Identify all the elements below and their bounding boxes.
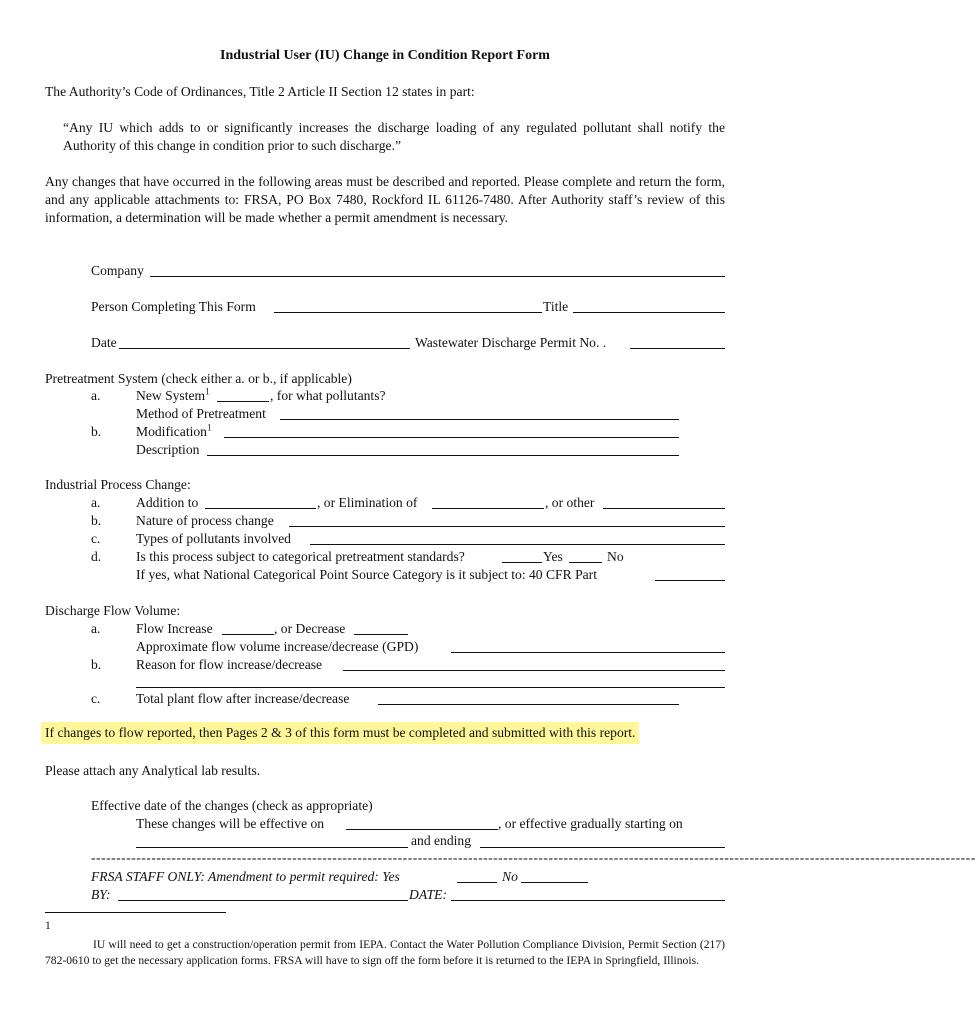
person-label: Person Completing This Form	[91, 299, 256, 314]
elimination-field[interactable]	[432, 508, 544, 509]
effective-on-field[interactable]	[346, 829, 498, 830]
method-field[interactable]	[280, 419, 679, 420]
pollutants-label: Types of pollutants involved	[136, 531, 291, 546]
staff-no-label: No	[502, 869, 518, 884]
process-d-letter: d.	[91, 549, 102, 564]
categorical-no-label: No	[607, 549, 624, 564]
total-flow-field[interactable]	[378, 704, 679, 705]
gradual-start-field[interactable]	[136, 847, 408, 848]
modification-field[interactable]	[224, 437, 679, 438]
footnote-text: IU will need to get a construction/operation permit from IEPA. Contact the Water Pollution Compliance Division, Permit Section (217) 782-0610 to get the necessary application forms. FRSA will have to sign off the form before it is returned to the IEPA in Springfield, Illinois.	[45, 938, 725, 967]
footnote-marker: 1	[45, 919, 51, 932]
effective-on-label: These changes will be effective on	[136, 816, 325, 831]
flow-increase-field[interactable]	[222, 634, 274, 635]
approx-flow-field[interactable]	[451, 652, 725, 653]
title-label: Title	[543, 299, 569, 314]
pretreatment-b-letter: b.	[91, 424, 102, 439]
flow-b-letter: b.	[91, 657, 102, 672]
flow-reason-field[interactable]	[343, 670, 725, 671]
process-a-letter: a.	[91, 495, 101, 510]
elimination-label: , or Elimination of	[317, 495, 418, 510]
flow-c-letter: c.	[91, 691, 101, 706]
person-field[interactable]	[274, 312, 542, 313]
staff-yes-field[interactable]	[457, 882, 497, 883]
modification-label: Modification$^1$	[136, 422, 212, 439]
process-heading: Industrial Process Change:	[45, 477, 191, 492]
addition-field[interactable]	[205, 508, 316, 509]
flow-heading: Discharge Flow Volume:	[45, 603, 181, 618]
attach-text: Please attach any Analytical lab results.	[45, 763, 261, 778]
and-ending-label: and ending	[411, 833, 472, 848]
flow-decrease-label: , or Decrease	[274, 621, 346, 636]
pollutants-field[interactable]	[310, 544, 725, 545]
company-field[interactable]	[150, 276, 725, 277]
permit-field[interactable]	[630, 348, 725, 349]
staff-no-field[interactable]	[521, 882, 588, 883]
flow-notice: If changes to flow reported, then Pages 2 & 3 of this form must be completed and submitted with this report.	[41, 722, 639, 744]
effective-heading: Effective date of the changes (check as appropriate)	[91, 798, 373, 813]
flow-reason-label: Reason for flow increase/decrease	[136, 657, 323, 672]
new-system-label: New System$^1$	[136, 386, 210, 403]
flow-increase-label: Flow Increase	[136, 621, 213, 636]
staff-amend-label: FRSA STAFF ONLY: Amendment to permit required: Yes	[91, 869, 400, 884]
nature-label: Nature of process change	[136, 513, 274, 528]
permit-label: Wastewater Discharge Permit No. .	[415, 335, 607, 350]
footnote-rule	[45, 912, 226, 913]
description-label: Description	[136, 442, 200, 457]
other-label: , or other	[545, 495, 595, 510]
categorical-yes-field[interactable]	[502, 562, 542, 563]
form-title: Industrial User (IU) Change in Condition Report Form	[220, 48, 550, 63]
staff-date-label: DATE:	[409, 887, 448, 902]
total-flow-label: Total plant flow after increase/decrease	[136, 691, 350, 706]
cfr-part-field[interactable]	[655, 580, 725, 581]
pretreatment-a-letter: a.	[91, 388, 101, 403]
method-label: Method of Pretreatment	[136, 406, 266, 421]
company-label: Company	[91, 263, 144, 278]
date-field[interactable]	[119, 348, 410, 349]
categorical-no-field[interactable]	[569, 562, 602, 563]
pretreatment-heading: Pretreatment System (check either a. or b., if applicable)	[45, 371, 352, 386]
staff-date-field[interactable]	[451, 900, 725, 901]
approx-flow-label: Approximate flow volume increase/decrease (GPD)	[136, 639, 419, 654]
title-field[interactable]	[573, 312, 725, 313]
gradual-end-field[interactable]	[480, 847, 725, 848]
flow-decrease-field[interactable]	[354, 634, 408, 635]
cfr-label: If yes, what National Categorical Point Source Category is it subject to: 40 CFR Part	[136, 567, 597, 582]
staff-by-field[interactable]	[118, 900, 408, 901]
other-field[interactable]	[603, 508, 725, 509]
description-field[interactable]	[207, 455, 679, 456]
addition-label: Addition to	[136, 495, 199, 510]
ordinance-quote: “Any IU which adds to or significantly increases the discharge loading of any regulated pollutant shall notify the Authority of this change in condition prior to such discharge.”	[63, 120, 725, 153]
flow-a-letter: a.	[91, 621, 101, 636]
process-c-letter: c.	[91, 531, 101, 546]
flow-reason-field-2[interactable]	[136, 687, 725, 688]
date-label: Date	[91, 335, 117, 350]
new-system-field[interactable]	[217, 401, 269, 402]
nature-field[interactable]	[289, 526, 725, 527]
new-system-suffix: , for what pollutants?	[270, 388, 386, 403]
staff-by-label: BY:	[91, 887, 111, 902]
staff-separator: --------------------------------------------------------------------------------------------------------------------------------------------------------------------------------	[91, 850, 976, 865]
categorical-label: Is this process subject to categorical pretreatment standards?	[136, 549, 465, 564]
process-b-letter: b.	[91, 513, 102, 528]
effective-gradually-label: , or effective gradually starting on	[498, 816, 683, 831]
instructions-text: Any changes that have occurred in the following areas must be described and reported. Please complete and return the form, and any applicable attachments to: FRSA, PO Box 7480, Rockford IL 61126-7480. After Authority staff’s review of this information, a determination will be made whether a permit amendment is necessary.	[45, 174, 725, 225]
intro-text: The Authority’s Code of Ordinances, Title 2 Article II Section 12 states in part:	[45, 84, 475, 99]
categorical-yes-label: Yes	[543, 549, 563, 564]
